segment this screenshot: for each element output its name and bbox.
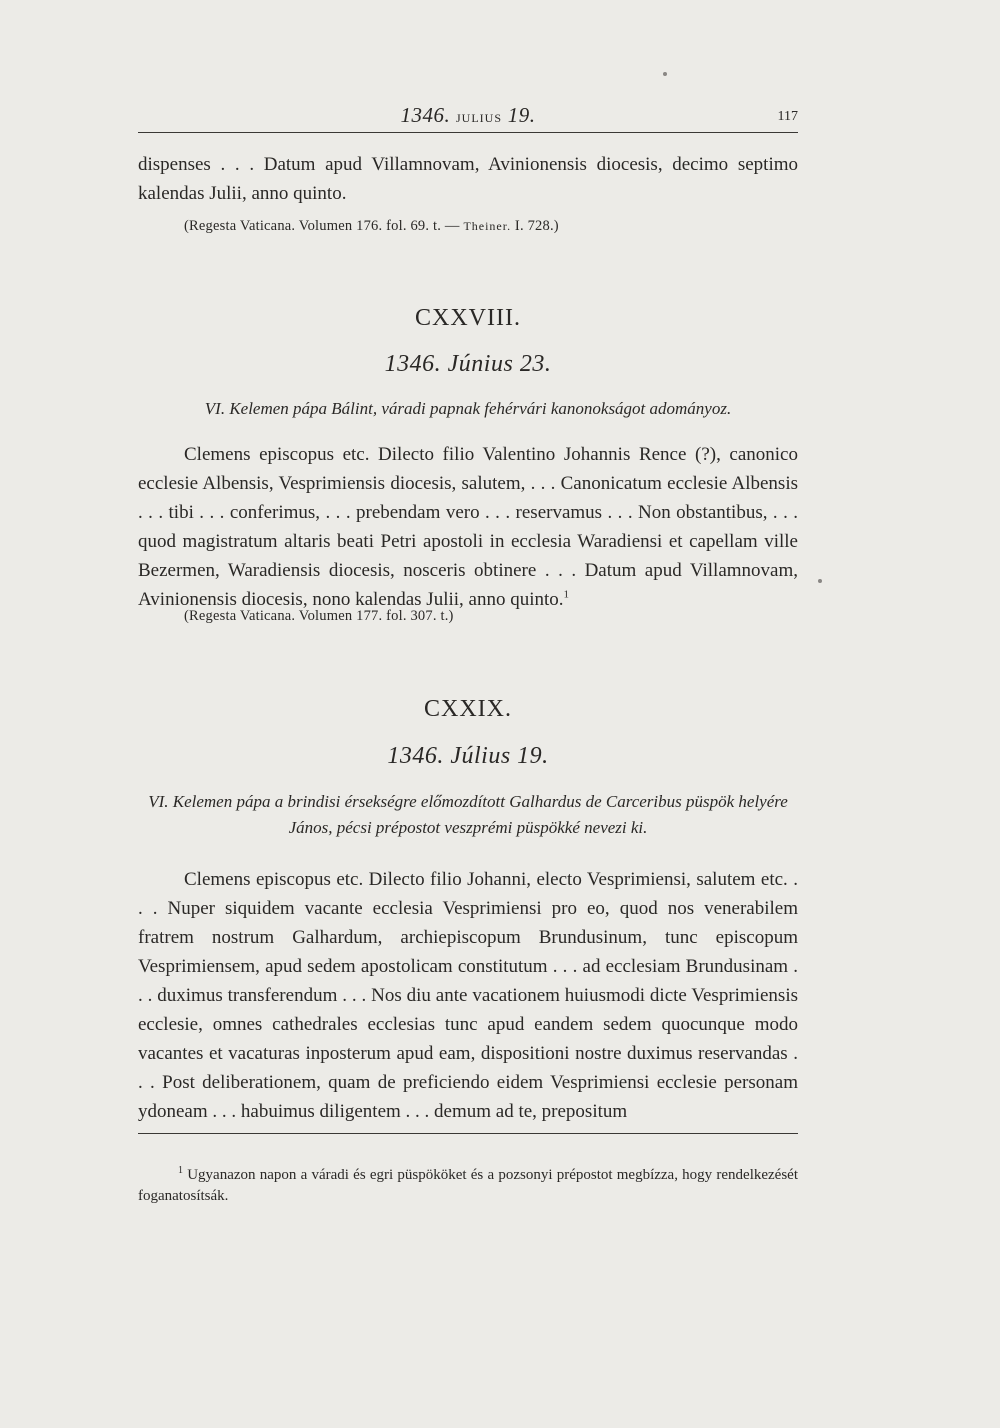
document-date-129: 1346. Július 19. [387,743,549,769]
running-head-month: JULIUS [455,111,502,125]
document-paragraph-129: Clemens episcopus etc. Dilecto filio Johanni, electo Vesprimiensi, salutem etc. . . . Nuper siquidem vacante ecclesia Vesprimiensi pro eo, quod nos venerabilem fratrem nostrum Galhardum, archiepiscopum Brundusinum, tunc episcopum Vesprimiensem, apud sedem apostolicam constitutum . . . ad ecclesiam Brundusinam . . . duximus transferendum . . . Nos diu ante vacationem huiusmodi dicte Vesprimiensis ecclesie, omnes cathedrales ecclesias tunc apud eandem sedem quocunque modo vacantes et vacaturas inposterum apud eam, dispositioni nostre duximus reservandas . . . Post deliberationem, quam de preficiendo eidem Vesprimiensi ecclesie personam ydoneam . . . habuimus diligentem . . . demum ad te, prepositum [138,869,798,1122]
continuation-source-end: I. 728.) [514,218,559,234]
continuation-source [184,218,559,235]
document-source-128: (Regesta Vaticana. Volumen 177. fol. 307. t.) [184,608,454,624]
document-regest-128: VI. Kelemen pápa Bálint, váradi papnak fehérvári kanonokságot adományoz. [204,399,732,418]
header-rule [138,132,798,133]
continuation-text [138,150,798,208]
continuation-source-main: (Regesta Vaticana. Volumen 176. fol. 69. t. — [184,218,460,234]
footnote-rule [138,1133,798,1134]
document-regest-129: VI. Kelemen pápa a brindisi érsekségre előmozdított Galhardus de Carceribus püspök helyére János, pécsi prépostot veszprémi püspökké nevezi ki. [148,792,788,837]
footnote-number: 1 [178,1165,183,1176]
document-paragraph-128 [138,440,798,614]
footnote-reference: 1 [563,588,570,601]
footnote-text: Ugyanazon napon a váradi és egri püspököket és a pozsonyi prépostot megbízza, hogy rendelkezését foganatosítsák. [138,1167,798,1204]
document-body-128: Clemens episcopus etc. Dilecto filio Valentino Johannis Rence (?), canonico ecclesie Albensis, Vesprimiensis diocesis, salutem, . . . Canonicatum ecclesie Albensis . . . tibi . . . conferimus, . . . prebendam vero . . . reservamus . . . Non obstantibus, . . . quod magistratum altaris beati Petri apostoli in ecclesia Waradiensi et capellam ville Bezermen, Waradiensis diocesis, nosceris obtinere . . . Datum apud Villamnovam, Avinionensis diocesis, nono kalendas Julii, anno quinto. [138,444,798,610]
footnote [138,1160,798,1207]
continuation-source-author: Theiner. [463,219,512,233]
document-number-128: CXXVIII. [415,305,521,331]
running-head-day: 19. [507,103,536,127]
document-text-128 [138,440,798,614]
document-number-129: CXXIX. [424,696,512,722]
scan-speck [663,72,667,76]
running-head-title [138,103,798,128]
document-text-129 [138,865,798,1126]
running-head [138,103,798,133]
scan-speck [818,579,822,583]
continuation-paragraph: dispenses . . . Datum apud Villamnovam, Avinionensis diocesis, decimo septimo kalendas Julii, anno quinto. [138,154,798,204]
document-date-128: 1346. Június 23. [384,351,552,377]
page-number: 117 [777,109,798,124]
running-head-year: 1346. [400,103,451,127]
